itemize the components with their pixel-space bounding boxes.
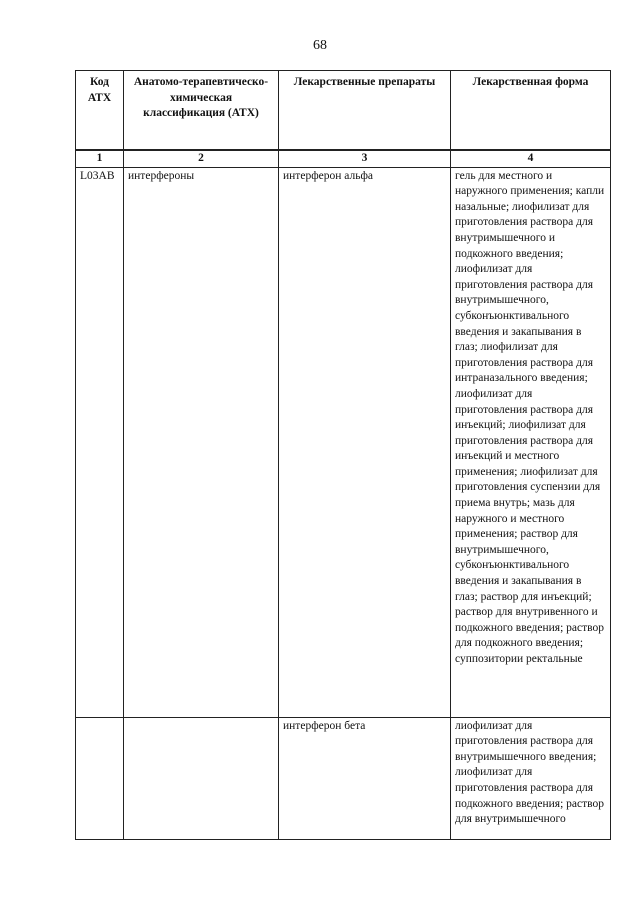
column-number: 2 (124, 150, 279, 167)
cell-code (76, 717, 124, 839)
cell-code: L03AB (76, 167, 124, 717)
cell-form: лиофилизат для приготовления раствора для внутримышечного введения; лиофилизат для приготовления раствора для подкожного введения; раствор для внутримышечного (451, 717, 611, 839)
header-drugs: Лекарственные препараты (279, 71, 451, 151)
column-number: 4 (451, 150, 611, 167)
column-number-row (76, 150, 611, 167)
table-row (76, 717, 611, 839)
cell-drug: интерферон бета (279, 717, 451, 839)
page-number: 68 (313, 38, 327, 53)
cell-drug: интерферон альфа (279, 167, 451, 717)
table-row (76, 167, 611, 717)
drug-table (75, 70, 611, 840)
cell-form: гель для местного и наружного применения; капли назальные; лиофилизат для приготовления раствора для внутримышечного и подкожного введения; лиофилизат для приготовления раствора для внутримышечного, субконъюнктивального введения и закапывания в глаз; лиофилизат для приготовления раствора для интраназального введения; лиофилизат для приготовления раствора для инъекций; лиофилизат для приготовления раствора для инъекций и местного применения; лиофилизат для приготовления суспензии для приема внутрь; мазь для наружного и местного применения; раствор для внутримышечного, субконъюнктивального введения и закапывания в глаз; раствор для инъекций; раствор для внутривенного и подкожного введения; раствор для подкожного введения; суппозитории ректальные (451, 167, 611, 717)
table-header-row (76, 71, 611, 151)
column-number: 3 (279, 150, 451, 167)
header-form: Лекарственная форма (451, 71, 611, 151)
header-code: Код АТХ (76, 71, 124, 151)
cell-classification (124, 717, 279, 839)
header-classification: Анатомо-терапевтическо-химическая классификация (АТХ) (124, 71, 279, 151)
cell-classification: интерфероны (124, 167, 279, 717)
column-number: 1 (76, 150, 124, 167)
